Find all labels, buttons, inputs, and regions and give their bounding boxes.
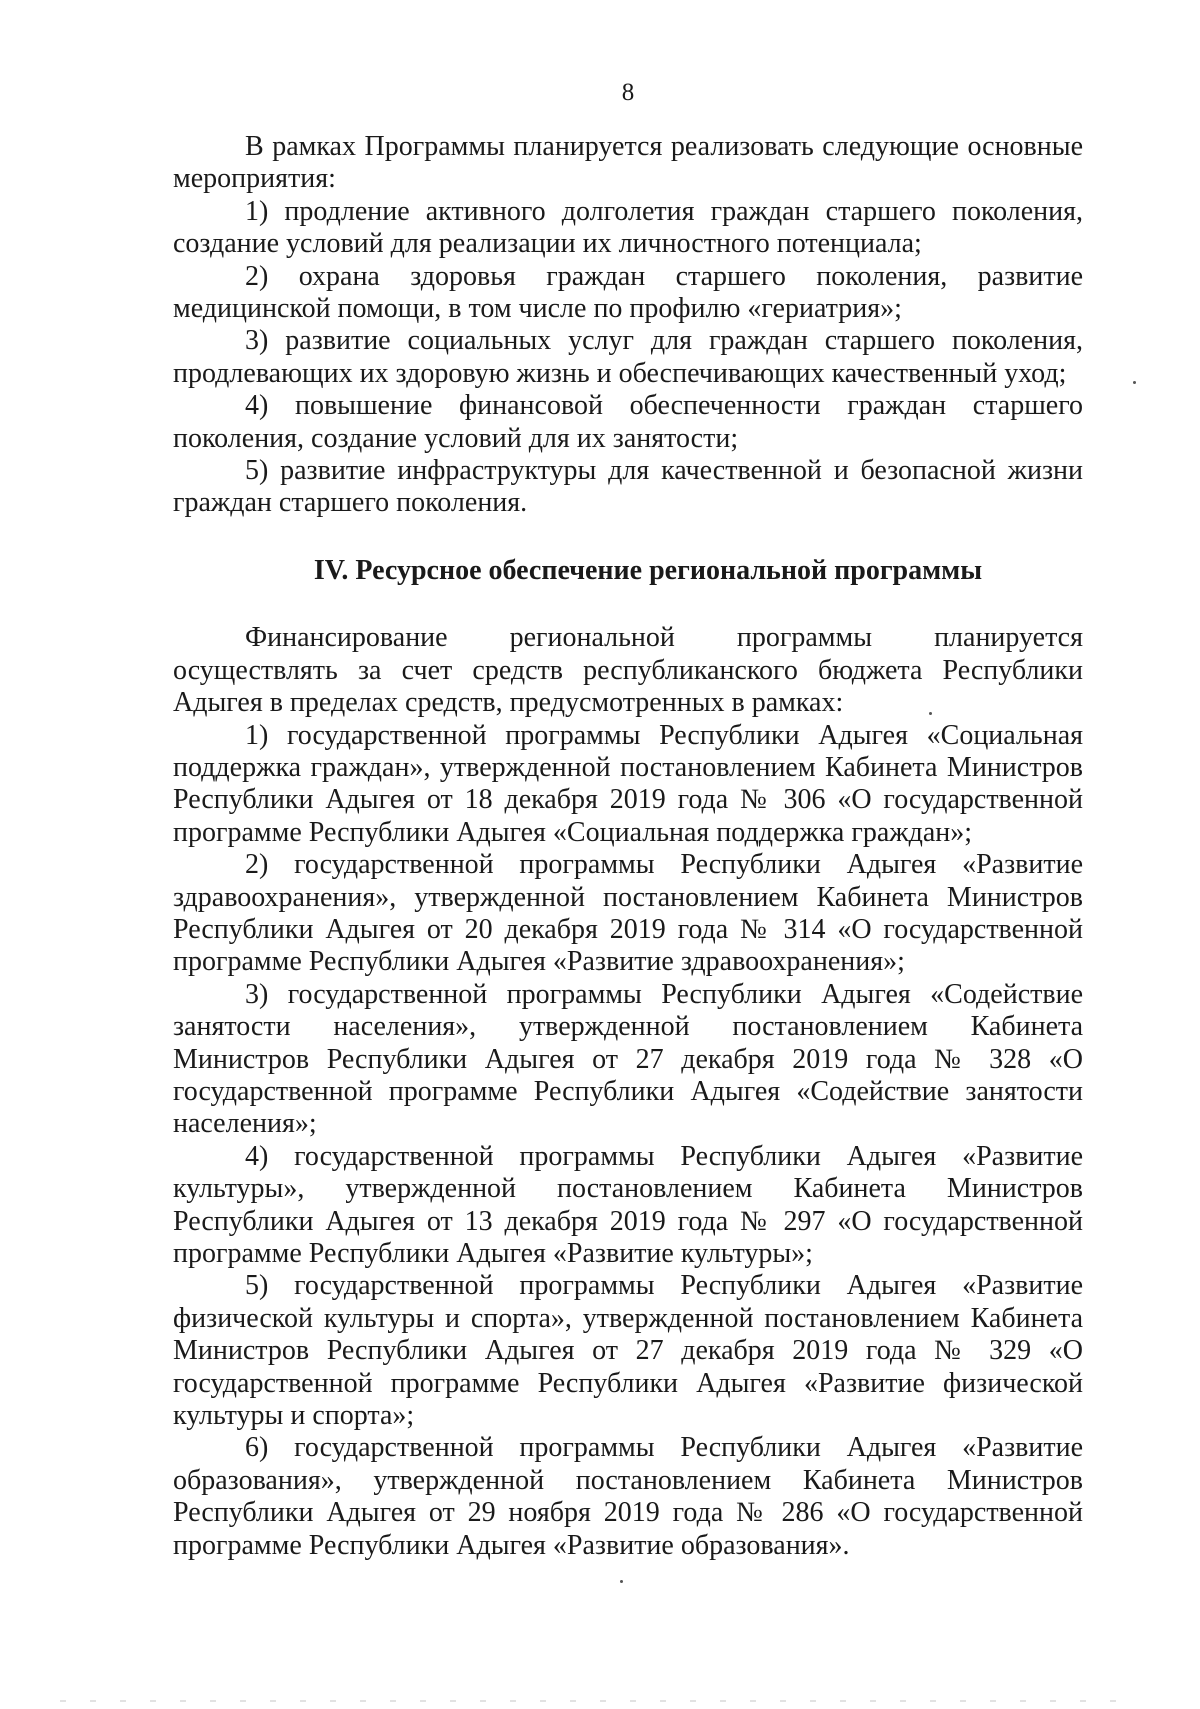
program-item-5: 5) государственной программы Республики Адыгея «Развитие физической культуры и спорта», утвержденной постановлением Кабинета Министров Республики Адыгея от 27 декабря 2019 года № 329 «О государственной программе Республики Адыгея «Развитие физической культуры и спорта»;	[173, 1270, 1083, 1432]
program-item-1: 1) государственной программы Республики Адыгея «Социальная поддержка граждан», утвержденной постановлением Кабинета Министров Республики Адыгея от 18 декабря 2019 года № 306 «О государственной программе Республики Адыгея «Социальная поддержка граждан»;	[173, 719, 1083, 848]
measure-item-5: 5) развитие инфраструктуры для качественной и безопасной жизни граждан старшего поколения.	[173, 455, 1083, 519]
program-item-2: 2) государственной программы Республики Адыгея «Развитие здравоохранения», утвержденной постановлением Кабинета Министров Республики Адыгея от 20 декабря 2019 года № 314 «О государственной программе Республики Адыгея «Развитие здравоохранения»;	[173, 849, 1083, 978]
measure-item-2: 2) охрана здоровья граждан старшего поколения, развитие медицинской помощи, в том числе по профилю «гериатрия»;	[173, 260, 1083, 325]
measure-item-1: 1) продление активного долголетия граждан старшего поколения, создание условий для реализации их личностного потенциала;	[173, 195, 1083, 260]
section-heading: IV. Ресурсное обеспечение региональной программы	[313, 554, 983, 586]
financing-paragraph: Финансирование региональной программы планируется осуществлять за счет средств республиканского бюджета Республики Адыгея в пределах средств, предусмотренных в рамках:	[173, 622, 1083, 719]
program-item-6: 6) государственной программы Республики Адыгея «Развитие образования», утвержденной постановлением Кабинета Министров Республики Адыгея от 29 ноября 2019 года № 286 «О государственной программе Республики Адыгея «Развитие образования».	[173, 1432, 1083, 1561]
scan-speck	[929, 712, 932, 715]
document-body	[173, 131, 1083, 1562]
intro-paragraph: В рамках Программы планируется реализовать следующие основные мероприятия:	[173, 131, 1083, 195]
scan-speck	[620, 1580, 623, 1583]
scan-edge-noise	[60, 1700, 1140, 1702]
program-item-4: 4) государственной программы Республики Адыгея «Развитие культуры», утвержденной постановлением Кабинета Министров Республики Адыгея от 13 декабря 2019 года № 297 «О государственной программе Республики Адыгея «Развитие культуры»;	[173, 1140, 1083, 1269]
page-number: 8	[621, 79, 635, 106]
scan-speck	[1133, 381, 1136, 384]
measure-item-4: 4) повышение финансовой обеспеченности граждан старшего поколения, создание условий для их занятости;	[173, 390, 1083, 454]
measure-item-3: 3) развитие социальных услуг для граждан старшего поколения, продлевающих их здоровую жизнь и обеспечивающих качественный уход;	[173, 325, 1083, 389]
program-item-3: 3) государственной программы Республики Адыгея «Содействие занятости населения», утвержденной постановлением Кабинета Министров Республики Адыгея от 27 декабря 2019 года № 328 «О государственной программе Республики Адыгея «Содействие занятости населения»;	[173, 978, 1083, 1140]
